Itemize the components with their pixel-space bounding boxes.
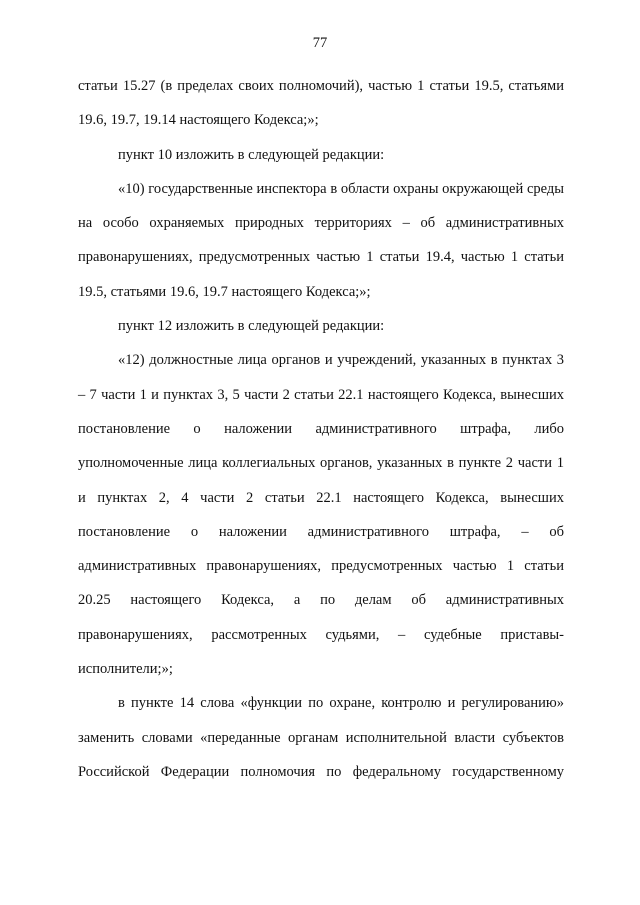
- paragraph-6: в пункте 14 слова «функции по охране, контролю и регулированию» заменить словами «переданные органам исполнительной власти субъектов Российской Федерации полномочия по федеральному государственному: [78, 695, 564, 780]
- paragraph-5: «12) должностные лица органов и учреждений, указанных в пунктах 3 – 7 части 1 и пунктах 3, 5 части 2 статьи 22.1 настоящего Кодекса, вынесших постановление о наложении административного штрафа, либо уполномоченные лица коллегиальных органов, указанных в пункте 2 части 1 и пунктах 2, 4 части 2 статьи 22.1 настоящего Кодекса, вынесших постановление о наложении административного штрафа, – об административных правонарушениях, предусмотренных частью 1 статьи 20.25 настоящего Кодекса, а по делам об административных правонарушениях, рассмотренных судьями, – судебные приставы-исполнители;»;: [78, 352, 564, 678]
- paragraph-1: статьи 15.27 (в пределах своих полномочий), частью 1 статьи 19.5, статьями 19.6, 19.7, 19.14 настоящего Кодекса;»;: [78, 78, 564, 129]
- paragraph-2: пункт 10 изложить в следующей редакции:: [118, 146, 385, 163]
- page-number: 77: [312, 35, 328, 51]
- paragraph-3: «10) государственные инспектора в области охраны окружающей среды на особо охраняемых природных территориях – об административных правонарушениях, предусмотренных частью 1 статьи 19.4, частью 1 статьи 19.5, статьями 19.6, 19.7 настоящего Кодекса;»;: [78, 180, 564, 300]
- paragraph-4: пункт 12 изложить в следующей редакции:: [118, 318, 385, 335]
- document-body: [78, 69, 564, 789]
